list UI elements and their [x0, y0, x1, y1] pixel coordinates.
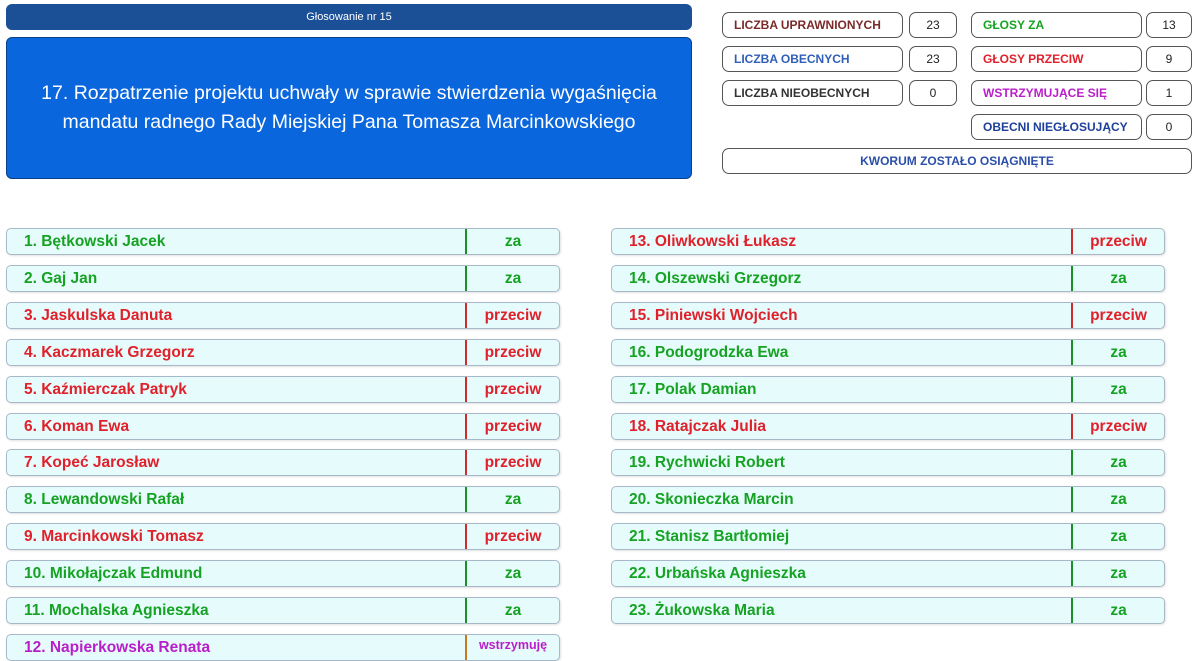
vote-value: przeciw: [1071, 303, 1164, 328]
councillor-name: 11. Mochalska Agnieszka: [24, 601, 209, 619]
glosy-przeciw-label: GŁOSY PRZECIW: [971, 46, 1142, 72]
vote-row: [6, 634, 560, 661]
councillor-name: 6. Koman Ewa: [24, 417, 130, 435]
vote-value: przeciw: [465, 377, 559, 402]
wstrzymujace-value: 1: [1146, 80, 1192, 106]
glosy-przeciw-value: 9: [1146, 46, 1192, 72]
vote-value: za: [465, 598, 559, 623]
councillor-name: 20. Skonieczka Marcin: [629, 490, 794, 508]
councillor-name: 14. Olszewski Grzegorz: [629, 269, 802, 287]
nieobecnych-label: LICZBA NIEOBECNYCH: [722, 80, 903, 106]
councillor-name: 9. Marcinkowski Tomasz: [24, 527, 204, 545]
vote-row: [611, 449, 1165, 476]
vote-row: [611, 597, 1165, 624]
vote-value: przeciw: [465, 340, 559, 365]
vote-value: przeciw: [465, 303, 559, 328]
councillor-name: 22. Urbańska Agnieszka: [629, 564, 806, 582]
councillor-name: 12. Napierkowska Renata: [24, 638, 211, 656]
vote-row: [611, 560, 1165, 587]
vote-value: za: [1071, 524, 1164, 549]
vote-value: za: [1071, 598, 1164, 623]
nieobecnych-value: 0: [909, 80, 957, 106]
councillor-name: 16. Podogrodzka Ewa: [629, 343, 789, 361]
councillor-name: 1. Bętkowski Jacek: [24, 232, 166, 250]
vote-row: [6, 302, 560, 329]
nieglosujacy-label: OBECNI NIEGŁOSUJĄCY: [971, 114, 1142, 140]
uprawnionych-label: LICZBA UPRAWNIONYCH: [722, 12, 903, 38]
vote-value: za: [1071, 266, 1164, 291]
vote-value: za: [465, 266, 559, 291]
councillor-name: 15. Piniewski Wojciech: [629, 306, 798, 324]
glosy-za-value: 13: [1146, 12, 1192, 38]
councillor-name: 7. Kopeć Jarosław: [24, 453, 160, 471]
councillor-name: 13. Oliwkowski Łukasz: [629, 232, 797, 250]
obecnych-label: LICZBA OBECNYCH: [722, 46, 903, 72]
vote-value: za: [1071, 340, 1164, 365]
vote-row: [6, 376, 560, 403]
vote-number-title: Głosowanie nr 15: [6, 4, 692, 30]
vote-row: [611, 486, 1165, 513]
vote-value: przeciw: [1071, 414, 1164, 439]
councillor-name: 19. Rychwicki Robert: [629, 453, 785, 471]
obecnych-value: 23: [909, 46, 957, 72]
vote-row: [611, 228, 1165, 255]
councillor-name: 18. Ratajczak Julia: [629, 417, 766, 435]
uprawnionych-value: 23: [909, 12, 957, 38]
vote-value: za: [1071, 377, 1164, 402]
councillor-name: 17. Polak Damian: [629, 380, 757, 398]
vote-row: [6, 413, 560, 440]
vote-row: [611, 302, 1165, 329]
vote-value: przeciw: [1071, 229, 1164, 254]
councillor-name: 21. Stanisz Bartłomiej: [629, 527, 790, 545]
vote-row: [611, 523, 1165, 550]
glosy-za-label: GŁOSY ZA: [971, 12, 1142, 38]
wstrzymujace-label: WSTRZYMUJĄCE SIĘ: [971, 80, 1142, 106]
councillor-name: 3. Jaskulska Danuta: [24, 306, 173, 324]
vote-row: [6, 560, 560, 587]
vote-row: [611, 376, 1165, 403]
vote-value: za: [1071, 450, 1164, 475]
vote-value: wstrzymuję: [465, 635, 559, 660]
vote-row: [6, 228, 560, 255]
vote-value: przeciw: [465, 450, 559, 475]
vote-value: za: [465, 487, 559, 512]
vote-row: [6, 597, 560, 624]
vote-row: [6, 265, 560, 292]
vote-row: [6, 339, 560, 366]
vote-value: za: [465, 229, 559, 254]
councillor-name: 5. Kaźmierczak Patryk: [24, 380, 187, 398]
vote-value: za: [1071, 561, 1164, 586]
vote-row: [6, 523, 560, 550]
nieglosujacy-value: 0: [1146, 114, 1192, 140]
vote-value: przeciw: [465, 524, 559, 549]
kworum-status: KWORUM ZOSTAŁO OSIĄGNIĘTE: [722, 148, 1192, 174]
vote-row: [6, 486, 560, 513]
councillor-name: 10. Mikołajczak Edmund: [24, 564, 203, 582]
vote-row: [6, 449, 560, 476]
councillor-name: 23. Żukowska Maria: [629, 601, 775, 619]
councillor-name: 4. Kaczmarek Grzegorz: [24, 343, 195, 361]
agenda-topic: 17. Rozpatrzenie projektu uchwały w sprawie stwierdzenia wygaśnięcia mandatu radnego Rady Miejskiej Pana Tomasza Marcinkowskiego: [6, 37, 692, 179]
vote-row: [611, 413, 1165, 440]
councillor-name: 2. Gaj Jan: [24, 269, 98, 287]
councillor-name: 8. Lewandowski Rafał: [24, 490, 185, 508]
vote-value: za: [1071, 487, 1164, 512]
vote-value: za: [465, 561, 559, 586]
vote-value: przeciw: [465, 414, 559, 439]
vote-row: [611, 265, 1165, 292]
vote-row: [611, 339, 1165, 366]
